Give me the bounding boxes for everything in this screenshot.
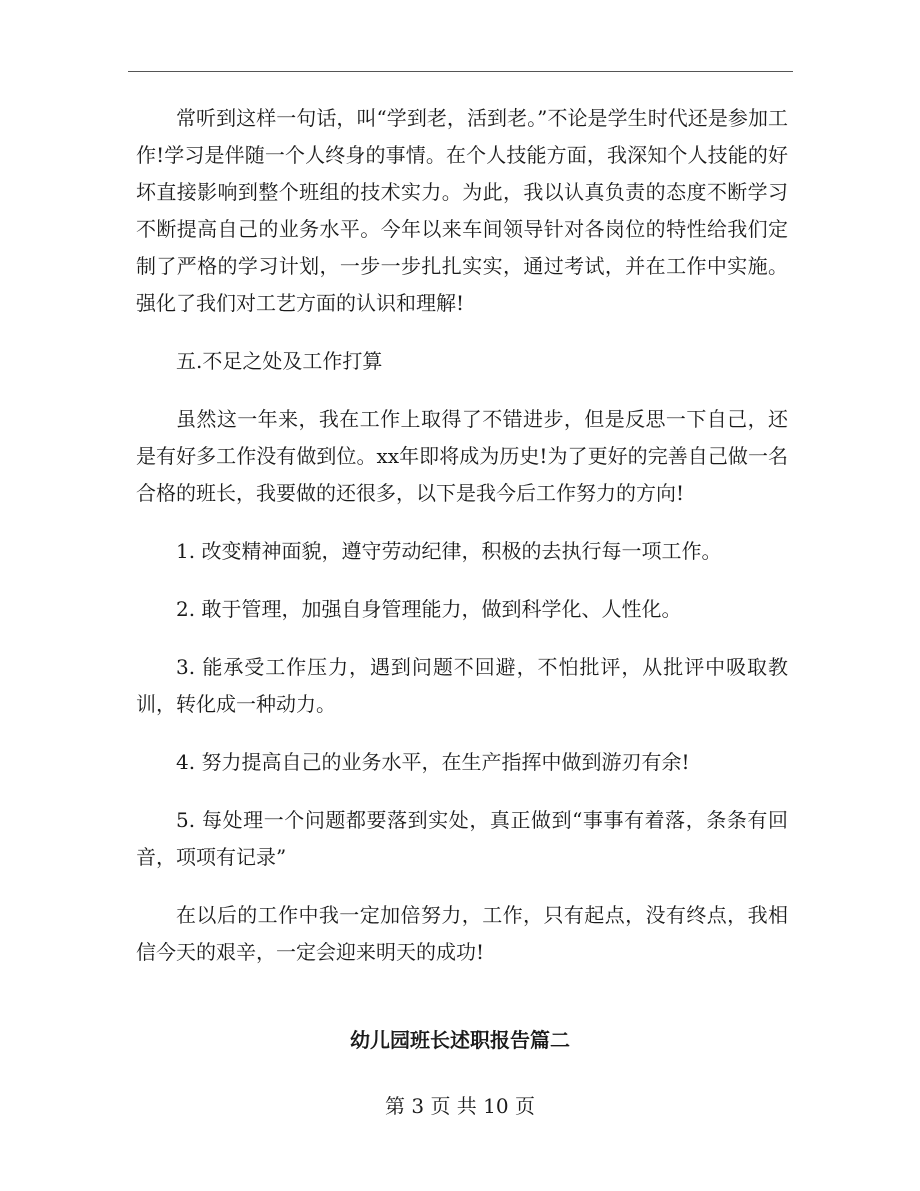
- section-heading: 五.不足之处及工作打算: [176, 349, 383, 373]
- document-body: [136, 100, 788, 992]
- intro-paragraph: 虽然这一年来，我在工作上取得了不错进步，但是反思一下自己，还是有好多工作没有做到位。xx年即将成为历史!为了更好的完善自己做一名合格的班长，我要做的还很多，以下是我今后工作努力的方向!: [136, 407, 788, 505]
- closing-paragraph: 在以后的工作中我一定加倍努力，工作，只有起点，没有终点，我相信今天的艰辛，一定会迎来明天的成功!: [136, 903, 788, 964]
- page-number: 第 3 页 共 10 页: [385, 1094, 535, 1118]
- list-item: 5. 每处理一个问题都要落到实处，真正做到“事事有着落，条条有回音，项项有记录”: [136, 808, 788, 869]
- next-section-title: 幼儿园班长述职报告篇二: [350, 1028, 570, 1052]
- list-item: 1. 改变精神面貌，遵守劳动纪律，积极的去执行每一项工作。: [176, 539, 722, 563]
- body-paragraph: 常听到这样一句话，叫“学到老，活到老。”不论是学生时代还是参加工作!学习是伴随一个人终身的事情。在个人技能方面，我深知个人技能的好坏直接影响到整个班组的技术实力。为此，我以认真负责的态度不断学习不断提高自己的业务水平。今年以来车间领导针对各岗位的特性给我们定制了严格的学习计划，一步一步扎扎实实，通过考试，并在工作中实施。强化了我们对工艺方面的认识和理解!: [136, 106, 788, 315]
- list-item: 3. 能承受工作压力，遇到问题不回避，不怕批评，从批评中吸取教训，转化成一种动力。: [136, 655, 788, 716]
- list-item: 4. 努力提高自己的业务水平，在生产指挥中做到游刃有余!: [176, 750, 690, 774]
- header-rule: [128, 71, 793, 72]
- list-item: 2. 敢于管理，加强自身管理能力，做到科学化、人性化。: [176, 597, 682, 621]
